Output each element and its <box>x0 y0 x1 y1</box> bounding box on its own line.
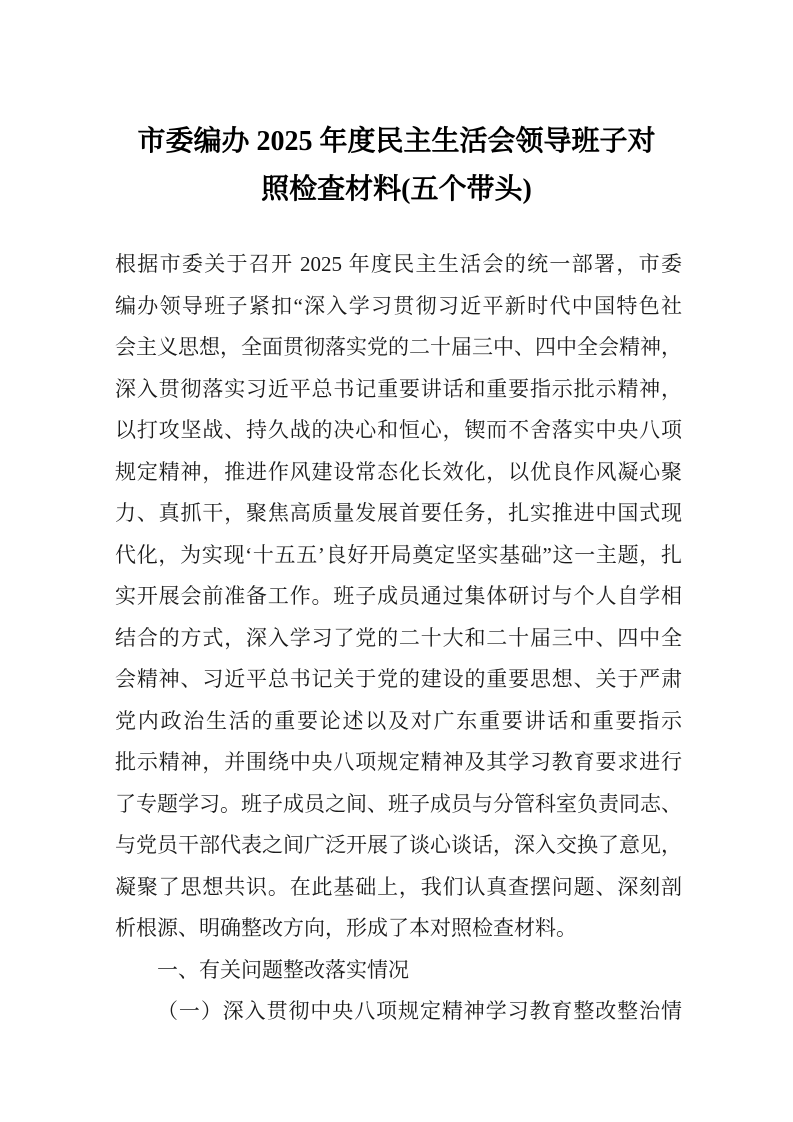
body-line: 会主义思想，全面贯彻落实党的二十届三中、四中全会精神， <box>115 335 682 359</box>
body-line: 实开展会前准备工作。班子成员通过集体研讨与个人自学相 <box>115 584 682 608</box>
body-line: 根据市委关于召开 2025 年度民主生活会的统一部署，市委 <box>115 252 682 276</box>
body-line: 党内政治生活的重要论述以及对广东重要讲话和重要指示 <box>115 708 682 733</box>
document-title <box>0 118 793 214</box>
body-line: 结合的方式，深入学习了党的二十大和二十届三中、四中全 <box>115 625 682 650</box>
document-title-line-2: 照检查材料(五个带头) <box>261 174 532 205</box>
body-line: 与党员干部代表之间广泛开展了谈心谈话，深入交换了意见， <box>115 833 682 857</box>
body-line: 析根源、明确整改方向，形成了本对照检查材料。 <box>115 916 577 940</box>
body-line: 批示精神，并围绕中央八项规定精神及其学习教育要求进行 <box>115 750 682 774</box>
body-line: 会精神、习近平总书记关于党的建设的重要思想、关于严肃 <box>115 667 682 691</box>
body-line: 编办领导班子紧扣“深入学习贯彻习近平新时代中国特色社 <box>115 293 682 318</box>
document-title-line-1: 市委编办 2025 年度民主生活会领导班子对 <box>137 126 656 157</box>
body-line: 以打攻坚战、持久战的决心和恒心，锲而不舍落实中央八项 <box>115 418 682 442</box>
body-line: 力、真抓干，聚焦高质量发展首要任务，扎实推进中国式现 <box>115 501 682 525</box>
body-line: 规定精神，推进作风建设常态化长效化，以优良作风凝心聚 <box>115 459 682 484</box>
document-body <box>115 244 682 1033</box>
body-line: 深入贯彻落实习近平总书记重要讲话和重要指示批示精神， <box>115 376 682 401</box>
body-line: 代化，为实现‘十五五’良好开局奠定坚实基础”这一主题，扎 <box>115 542 682 567</box>
subsection-heading: （一）深入贯彻中央八项规定精神学习教育整改整治情 <box>157 999 682 1023</box>
body-line: 凝聚了思想共识。在此基础上，我们认真查摆问题、深刻剖 <box>115 874 682 899</box>
body-line: 了专题学习。班子成员之间、班子成员与分管科室负责同志、 <box>115 791 682 816</box>
section-heading: 一、有关问题整改落实情况 <box>157 957 409 982</box>
